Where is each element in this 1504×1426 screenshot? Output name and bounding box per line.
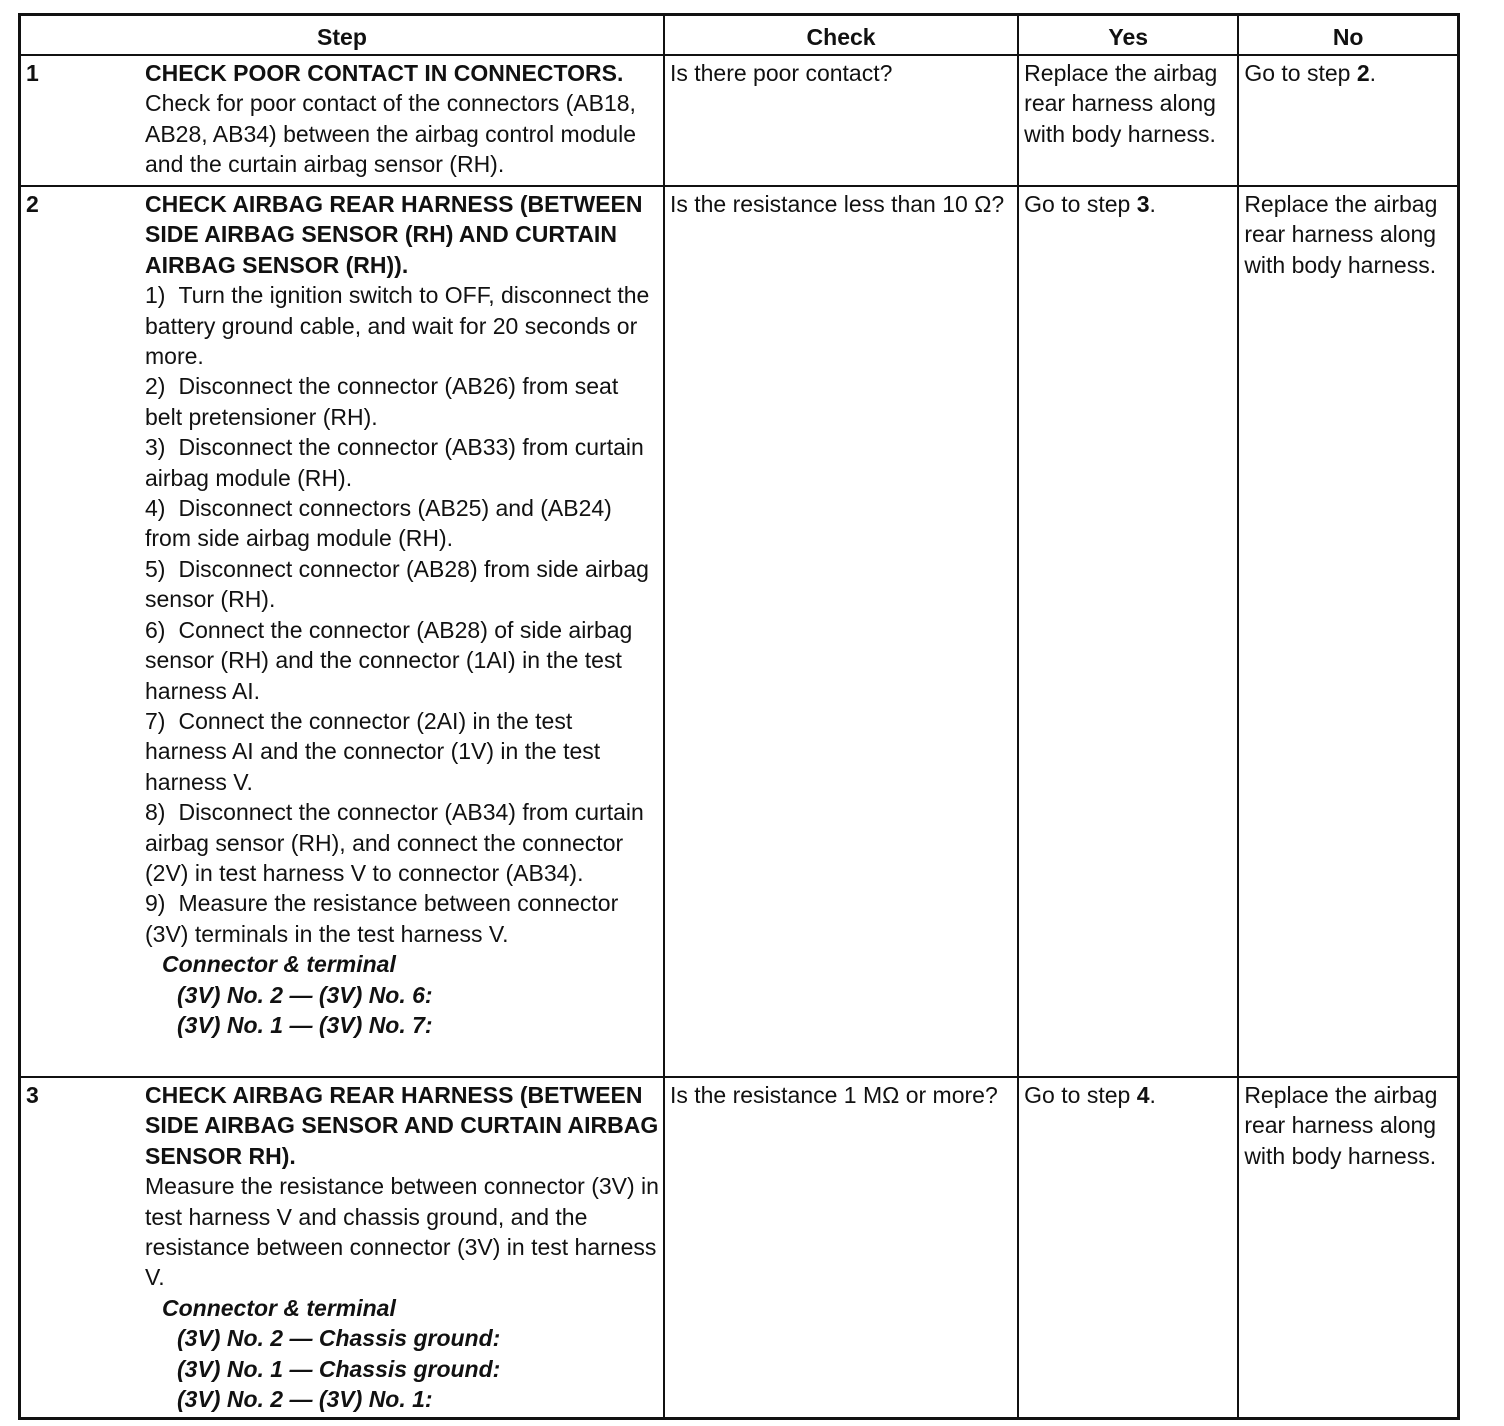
substep-text: Disconnect the connector (AB26) from seat belt pretensioner (RH). [145, 373, 619, 430]
table-header-row [20, 15, 1459, 56]
substep-text: Connect the connector (2AI) in the test harness AI and the connector (1V) in the test harness V. [145, 707, 601, 795]
spec-line: (3V) No. 2 — (3V) No. 6: [177, 981, 433, 1008]
step-cell [20, 186, 664, 1077]
substep-index: 3) [145, 434, 166, 461]
no-prefix: Go to step [1244, 60, 1357, 86]
step-number: 2 [26, 191, 39, 217]
substep [145, 371, 659, 432]
substep [145, 280, 659, 371]
substep-index: 1) [145, 282, 166, 309]
substep-text: Disconnect the connector (AB34) from curtain airbag sensor (RH), and connect the connector (2V) in test harness V to connector (AB34). [145, 799, 644, 886]
yes-prefix: Go to step [1024, 191, 1137, 217]
header-check: Check [664, 15, 1018, 56]
spec-line: (3V) No. 1 — Chassis ground: [177, 1355, 501, 1382]
no-cell [1238, 55, 1458, 186]
spec-line: (3V) No. 2 — (3V) No. 1: [177, 1386, 433, 1413]
table-row [20, 55, 1459, 186]
step-description: Check for poor contact of the connectors (AB18, AB28, AB34) between the airbag control module and the curtain airbag sensor (RH). [145, 90, 636, 178]
yes-cell: Replace the airbag rear harness along with body harness. [1018, 55, 1238, 186]
step-title: CHECK POOR CONTACT IN CONNECTORS. [145, 60, 624, 86]
step-reference: 4 [1136, 1082, 1150, 1108]
yes-cell [1018, 1077, 1238, 1419]
yes-prefix: Go to step [1024, 1082, 1137, 1108]
no-cell: Replace the airbag rear harness along with body harness. [1238, 1077, 1458, 1419]
yes-suffix: . [1149, 191, 1156, 217]
substep [145, 706, 659, 797]
substep-text: Connect the connector (AB28) of side airbag sensor (RH) and the connector (1AI) in the test harness AI. [145, 616, 633, 704]
substep-index: 9) [145, 890, 166, 917]
yes-suffix: . [1149, 1082, 1156, 1108]
substep-text: Measure the resistance between connector (3V) terminals in the test harness V. [145, 890, 619, 947]
step-reference: 2 [1356, 60, 1370, 86]
step-description: Measure the resistance between connector (3V) in test harness V and chassis ground, and the resistance between connector (3V) in test harness V. [145, 1173, 659, 1291]
step-title: CHECK AIRBAG REAR HARNESS (BETWEEN SIDE AIRBAG SENSOR AND CURTAIN AIRBAG SENSOR RH). [145, 1082, 659, 1169]
spec-line: (3V) No. 1 — (3V) No. 7: [177, 1011, 433, 1038]
substep [145, 615, 659, 706]
substep-text: Disconnect connector (AB28) from side airbag sensor (RH). [145, 555, 649, 613]
step-number: 1 [26, 60, 39, 86]
header-no: No [1238, 15, 1458, 56]
table-row [20, 1077, 1459, 1419]
substep-index: 6) [145, 616, 166, 643]
spec-heading: Connector & terminal [162, 1294, 396, 1321]
substep-index: 4) [145, 495, 166, 522]
header-yes: Yes [1018, 15, 1238, 56]
substep [145, 493, 659, 554]
substep-text: Disconnect the connector (AB33) from curtain airbag module (RH). [145, 434, 644, 491]
substep-index: 8) [145, 799, 166, 826]
no-suffix: . [1369, 60, 1377, 86]
step-title: CHECK AIRBAG REAR HARNESS (BETWEEN SIDE AIRBAG SENSOR (RH) AND CURTAIN AIRBAG SENSOR (RH)). [145, 191, 643, 278]
spec-heading: Connector & terminal [162, 951, 396, 978]
diagnostic-table [18, 13, 1460, 1420]
substep [145, 432, 659, 493]
no-cell: Replace the airbag rear harness along with body harness. [1238, 186, 1458, 1077]
step-number: 3 [26, 1082, 39, 1108]
substep-text: Disconnect connectors (AB25) and (AB24) from side airbag module (RH). [145, 495, 612, 552]
check-cell: Is the resistance less than 10 Ω? [664, 186, 1018, 1077]
spec-line: (3V) No. 2 — Chassis ground: [177, 1325, 501, 1352]
step-cell [20, 55, 664, 186]
header-step: Step [20, 15, 664, 56]
check-cell: Is the resistance 1 MΩ or more? [664, 1077, 1018, 1419]
substep [145, 554, 659, 615]
substep-text: Turn the ignition switch to OFF, disconnect the battery ground cable, and wait for 20 seconds or more. [145, 282, 650, 370]
step-reference: 3 [1136, 191, 1150, 217]
substep-index: 2) [145, 373, 166, 400]
substep-index: 5) [145, 555, 166, 582]
step-cell [20, 1077, 664, 1419]
substep [145, 797, 659, 888]
substep-index: 7) [145, 707, 166, 734]
substep [145, 888, 659, 949]
table-row [20, 186, 1459, 1077]
yes-cell [1018, 186, 1238, 1077]
check-cell: Is there poor contact? [664, 55, 1018, 186]
